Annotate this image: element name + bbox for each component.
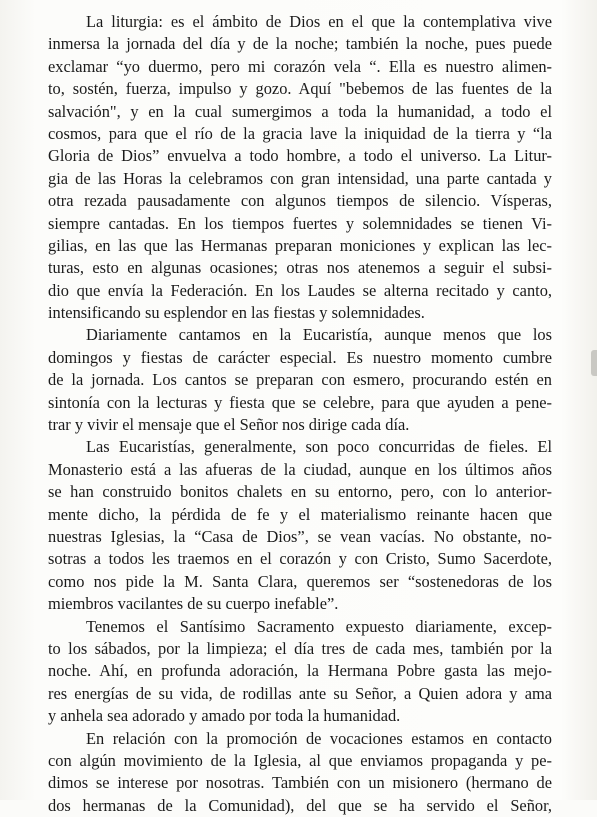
text-line: gilias, en las que las Hermanas preparan moniciones y explican las lec- bbox=[48, 235, 552, 257]
text-line: trar y vivir el mensaje que el Señor nos dirige cada día. bbox=[48, 414, 552, 436]
text-line: gia de las Horas la celebramos con gran intensidad, una parte cantada y bbox=[48, 168, 552, 190]
text-line: mente dicho, la pérdida de fe y el materialismo reinante hacen que bbox=[48, 504, 552, 526]
text-line: La liturgia: es el ámbito de Dios en el que la contemplativa vive bbox=[48, 11, 552, 33]
text-line: Las Eucaristías, generalmente, son poco concurridas de fieles. El bbox=[48, 436, 552, 458]
text-line: sotras a todos les traemos en el corazón y con Cristo, Sumo Sacerdote, bbox=[48, 548, 552, 570]
text-line: dimos se interese por nosotras. También con un misionero (hermano de bbox=[48, 772, 552, 794]
text-line: salvación", y en la cual sumergimos a toda la humanidad, a todo el bbox=[48, 101, 552, 123]
paragraph bbox=[48, 436, 552, 615]
text-line: de la jornada. Los cantos se preparan con esmero, procurando estén en bbox=[48, 369, 552, 391]
page-edge-tab bbox=[591, 350, 597, 376]
text-line: turas, esto en algunas ocasiones; otras nos atenemos a seguir el subsi- bbox=[48, 257, 552, 279]
text-line: En relación con la promoción de vocaciones estamos en contacto bbox=[48, 728, 552, 750]
paragraph bbox=[48, 728, 552, 817]
text-line: intensificando su esplendor en las fiestas y solemnidades. bbox=[48, 302, 552, 324]
text-line: noche. Ahí, en profunda adoración, la Hermana Pobre gasta las mejo- bbox=[48, 660, 552, 682]
text-line: Monasterio está a las afueras de la ciudad, aunque en los últimos años bbox=[48, 459, 552, 481]
paragraph bbox=[48, 616, 552, 728]
text-line: se han construido bonitos chalets en su entorno, pero, con lo anterior- bbox=[48, 481, 552, 503]
text-line: to, sostén, fuerza, impulso y gozo. Aquí "bebemos de las fuentes de la bbox=[48, 78, 552, 100]
text-line: inmersa la jornada del día y de la noche; también la noche, pues puede bbox=[48, 33, 552, 55]
text-line: siempre cantadas. En los tiempos fuertes y solemnidades se tienen Vi- bbox=[48, 213, 552, 235]
text-line: sintonía con la lecturas y fiesta que se celebre, para que ayuden a pene- bbox=[48, 392, 552, 414]
text-line: dos hermanas de la Comunidad), del que se ha servido el Señor, bbox=[48, 795, 552, 817]
text-line: Diariamente cantamos en la Eucaristía, aunque menos que los bbox=[48, 324, 552, 346]
paragraph bbox=[48, 324, 552, 436]
text-line: con algún movimiento de la Iglesia, al que enviamos propaganda y pe- bbox=[48, 750, 552, 772]
text-line: miembros vacilantes de su cuerpo inefable”. bbox=[48, 593, 552, 615]
text-line: to los sábados, por la limpieza; el día tres de cada mes, también por la bbox=[48, 638, 552, 660]
text-line: otra rezada pausadamente con algunos tiempos de silencio. Vísperas, bbox=[48, 190, 552, 212]
paragraph bbox=[48, 11, 552, 324]
text-line: como nos pide la M. Santa Clara, queremos ser “sostenedoras de los bbox=[48, 571, 552, 593]
text-line: nuestras Iglesias, la “Casa de Dios”, se vean vacías. No obstante, no- bbox=[48, 526, 552, 548]
text-line: y anhela sea adorado y amado por toda la humanidad. bbox=[48, 705, 552, 727]
text-line: Tenemos el Santísimo Sacramento expuesto diariamente, excep- bbox=[48, 616, 552, 638]
text-line: res energías de su vida, de rodillas ante su Señor, a Quien adora y ama bbox=[48, 683, 552, 705]
text-line: cosmos, para que el río de la gracia lave la iniquidad de la tierra y “la bbox=[48, 123, 552, 145]
text-line: domingos y fiestas de carácter especial. Es nuestro momento cumbre bbox=[48, 347, 552, 369]
text-line: exclamar “yo duermo, pero mi corazón vela “. Ella es nuestro alimen- bbox=[48, 56, 552, 78]
text-line: dio que envía la Federación. En los Laudes se alterna recitado y canto, bbox=[48, 280, 552, 302]
text-line: Gloria de Dios” envuelva a todo hombre, a todo el universo. La Litur- bbox=[48, 145, 552, 167]
body-text bbox=[48, 11, 552, 817]
